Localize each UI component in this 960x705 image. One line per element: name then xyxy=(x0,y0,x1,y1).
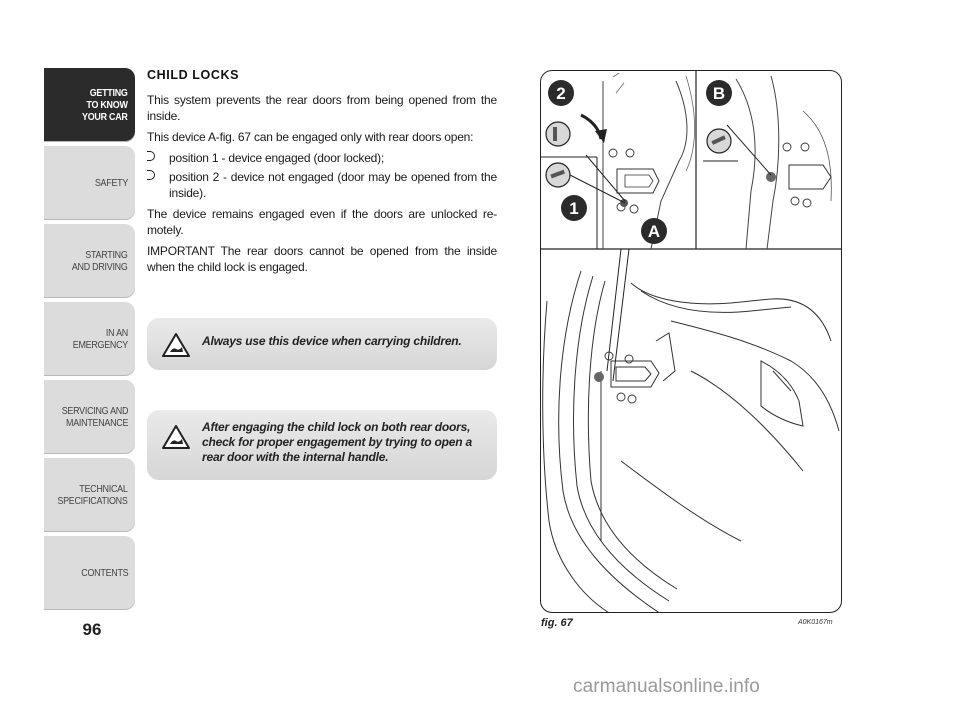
label-b: B xyxy=(712,84,726,103)
warning-triangle-icon xyxy=(161,424,191,450)
sidebar-tab-label: IN AN EMERGENCY xyxy=(72,327,128,351)
label-a-badge xyxy=(641,218,667,244)
bullet-icon xyxy=(147,151,155,161)
label-2: 2 xyxy=(556,84,566,103)
important-paragraph: IMPORTANT The rear doors cannot be opened from the inside when the child lock is engaged. xyxy=(147,244,497,274)
label-1: 1 xyxy=(569,199,579,218)
sidebar-tab-label: SAFETY xyxy=(94,177,128,189)
label-b-badge xyxy=(706,80,732,106)
sidebar-tab-label: CONTENTS xyxy=(80,567,128,579)
remote-paragraph: The device remains engaged even if the doors are unlocked re-motely. xyxy=(147,207,497,237)
warning-triangle-icon xyxy=(161,332,191,358)
content-column xyxy=(147,68,497,280)
figure-caption: fig. 67 xyxy=(541,617,573,629)
warning-text: Always use this device when carrying children. xyxy=(202,334,462,348)
sidebar-tab-contents[interactable] xyxy=(44,536,135,610)
label-a: A xyxy=(647,222,661,241)
chapter-sidebar xyxy=(44,68,135,614)
child-lock-illustration xyxy=(541,71,842,613)
device-paragraph: This device A-fig. 67 can be engaged only with rear doors open: xyxy=(147,130,474,144)
sidebar-tab-label: TECHNICAL SPECIFICATIONS xyxy=(57,483,128,507)
sidebar-tab-starting-driving[interactable] xyxy=(44,224,135,298)
sidebar-tab-safety[interactable] xyxy=(44,146,135,220)
position-list xyxy=(147,150,497,201)
sidebar-tab-servicing[interactable] xyxy=(44,380,135,454)
sidebar-tab-label: STARTING AND DRIVING xyxy=(72,249,128,273)
figure-code: A0K0167m xyxy=(798,619,833,626)
label-2-badge xyxy=(548,80,574,106)
figure-child-lock xyxy=(540,70,842,613)
list-item-text: position 1 - device engaged (door locked); xyxy=(169,151,385,165)
list-item xyxy=(147,150,497,166)
label-1-badge xyxy=(561,195,587,221)
intro-paragraph: This system prevents the rear doors from being opened from the inside. xyxy=(147,93,497,123)
warning-box xyxy=(147,410,497,480)
watermark: carmanualsonline.info xyxy=(573,676,760,697)
section-title: CHILD LOCKS xyxy=(147,68,240,82)
warning-text: After engaging the child lock on both rear doors, check for proper engagement by trying to open a rear door with the internal handle. xyxy=(202,420,472,464)
list-item-text: position 2 - device not engaged (door may be opened from the inside). xyxy=(169,170,497,200)
warning-box xyxy=(147,318,497,370)
page-number: 96 xyxy=(82,620,102,639)
sidebar-tab-label: GETTING TO KNOW YOUR CAR xyxy=(82,87,128,123)
sidebar-tab-getting-to-know[interactable] xyxy=(44,68,135,142)
sidebar-tab-technical[interactable] xyxy=(44,458,135,532)
sidebar-tab-label: SERVICING AND MAINTENANCE xyxy=(61,405,128,429)
sidebar-tab-emergency[interactable] xyxy=(44,302,135,376)
bullet-icon xyxy=(147,170,155,180)
list-item xyxy=(147,169,497,201)
